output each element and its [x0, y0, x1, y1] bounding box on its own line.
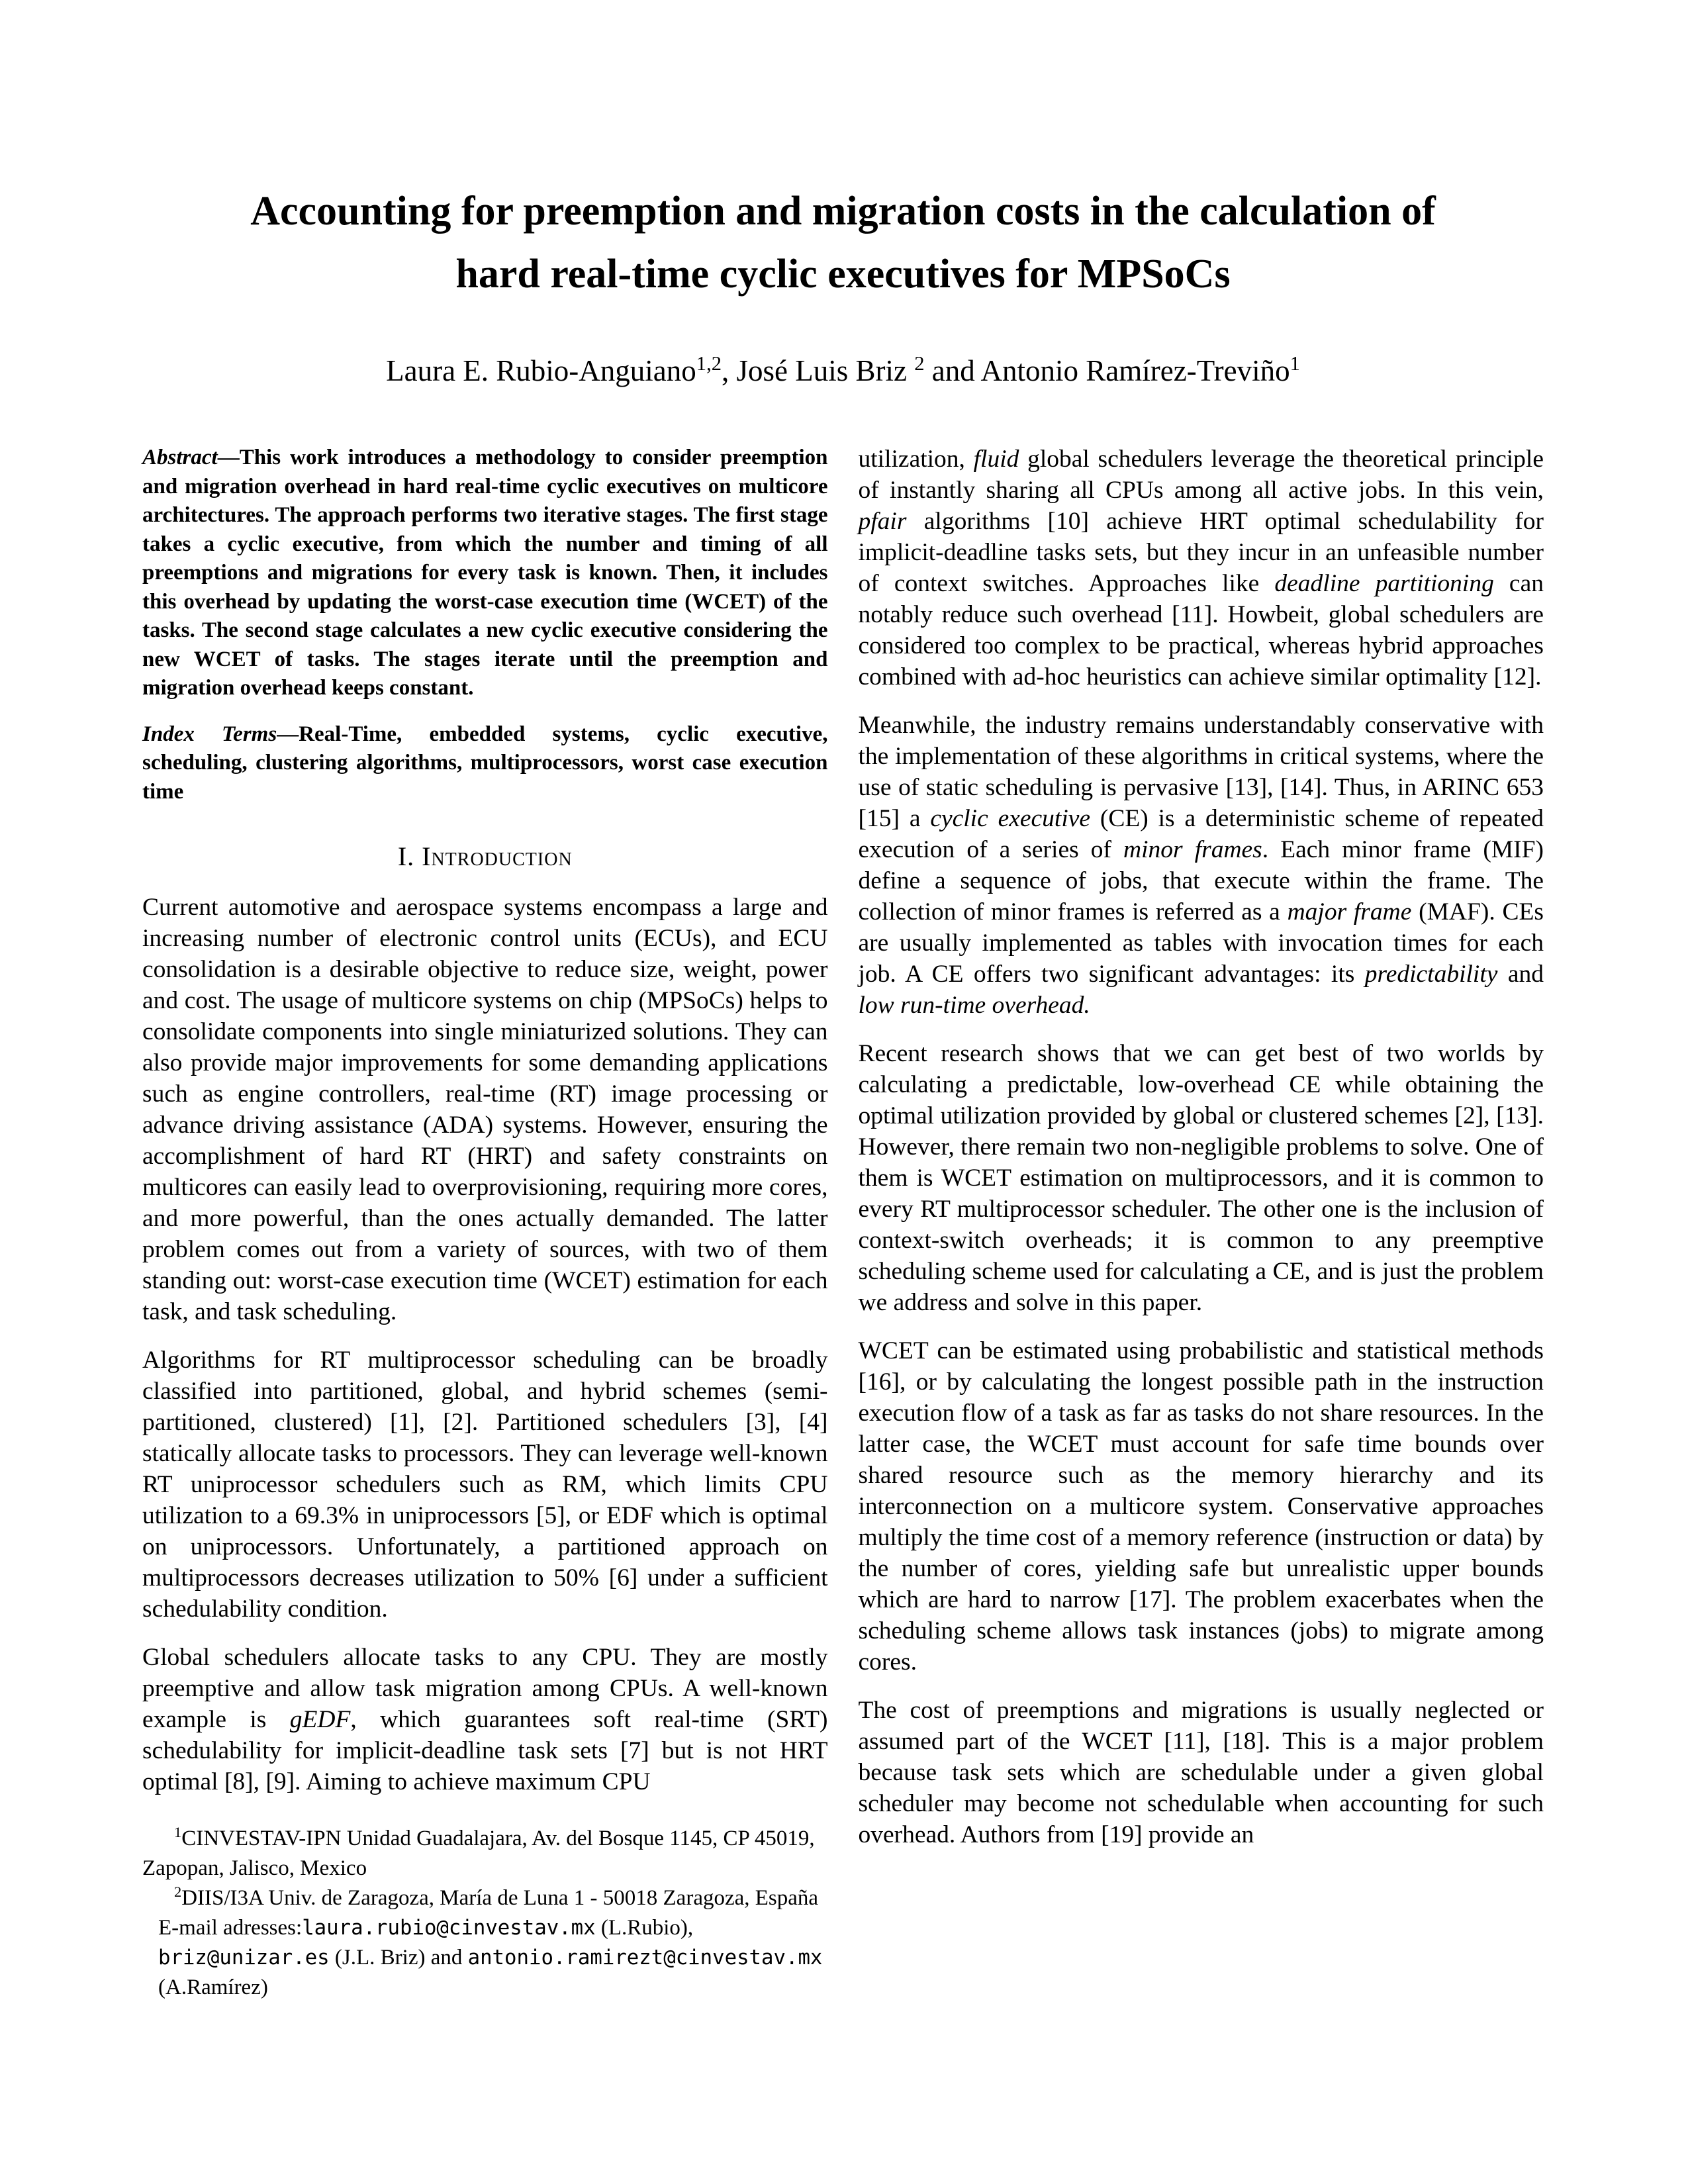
text-run: briz@unizar.es: [158, 1946, 330, 1970]
text-run: The cost of preemptions and migrations is usually neglected or assumed part of the WCET [11], [18]. This is a major problem because task sets which are schedulable under a given global scheduler may become not schedulable when accounting for such overhead. Authors from [19] provide an: [858, 1697, 1544, 1848]
text-run: E-mail adresses:: [158, 1916, 303, 1940]
two-column-body: [142, 444, 1544, 2003]
intro-paragraph-5: [859, 1038, 1544, 1318]
superscript: 2: [914, 352, 925, 375]
text-run: Laura E. Rubio-Anguiano: [386, 354, 696, 387]
intro-paragraphs-left: [142, 892, 828, 1797]
text-run: and Antonio Ramírez-Treviño: [924, 354, 1290, 387]
text-run: pfair: [858, 508, 907, 535]
intro-paragraph-2: [142, 1345, 828, 1625]
text-run: cyclic executive: [930, 805, 1091, 832]
text-run: antonio.ramirezt@cinvestav.mx: [467, 1946, 823, 1970]
text-run: gEDF: [289, 1706, 351, 1733]
text-run: can notably reduce such overhead [11]. Howbeit, global schedulers are considered too complex to be practical, whereas hybrid approaches combined with ad-hoc heuristics can achieve similar optimality [12].: [858, 570, 1544, 690]
text-run: WCET can be estimated using probabilistic and statistical methods [16], or by calculating the longest possible path in the instruction execution flow of a task as far as tasks do not share resources. In the latter case, the WCET must account for safe time bounds over shared resource such as the memory hierarchy and its interconnection on a multicore system. Conservative approaches multiply the time cost of a memory reference (instruction or data) by the number of cores, yielding safe but unrealistic upper bounds which are hard to narrow [17]. The problem exacerbates when the scheduling scheme allows task instances (jobs) to migrate among cores.: [858, 1337, 1544, 1676]
text-run: Algorithms for RT multiprocessor scheduling can be broadly classified into partitioned, global, and hybrid schemes (semi-partitioned, clustered) [1], [2]. Partitioned schedulers [3], [4] statically allocate tasks to processors. They can leverage well-known RT uniprocessor schedulers such as RM, which limits CPU utilization to a 69.3% in uniprocessors [5], or EDF which is optimal on uniprocessors. Unfortunately, a partitioned approach on multiprocessors decreases utilization to 50% [6] under a sufficient schedulability condition.: [142, 1347, 828, 1623]
text-run: (A.Ramírez): [158, 1975, 268, 1999]
text-run: Abstract: [142, 446, 218, 469]
text-run: —Real-Time, embedded systems, cyclic executive, scheduling, clustering algorithms, multiprocessors, worst case execution time: [142, 722, 828, 804]
index-terms-paragraph: [142, 720, 828, 807]
intro-paragraph-3: [142, 1642, 828, 1797]
intro-paragraph-3-continued: [859, 444, 1544, 692]
text-run: CINVESTAV-IPN Unidad Guadalajara, Av. del Bosque 1145, CP 45019, Zapopan, Jalisco, Mexico: [142, 1827, 815, 1880]
title-line-2: hard real-time cyclic executives for MPSoCs: [455, 252, 1231, 297]
text-run: minor frames: [1123, 836, 1262, 863]
section-heading-introduction: I. Introduction: [397, 841, 573, 871]
text-run: utilization,: [858, 446, 974, 473]
text-run: deadline partitioning: [1274, 570, 1494, 597]
intro-paragraph-4: [859, 710, 1544, 1021]
text-run: DIIS/I3A Univ. de Zaragoza, María de Luna 1 - 50018 Zaragoza, España: [181, 1886, 819, 1910]
superscript: 1: [1289, 352, 1300, 375]
text-run: global schedulers leverage the theoretical principle of instantly sharing all CPUs among all active jobs. In this vein,: [858, 446, 1544, 504]
text-run: low run-time overhead.: [858, 992, 1090, 1019]
text-run: (L.Rubio),: [595, 1916, 694, 1940]
title-line-1: Accounting for preemption and migration costs in the calculation of: [250, 189, 1436, 234]
text-run: laura.rubio@cinvestav.mx: [302, 1917, 596, 1940]
intro-paragraph-1: [142, 892, 828, 1327]
text-run: and: [1497, 961, 1544, 988]
superscript: 1,2: [696, 352, 722, 375]
text-run: , which guarantees soft real-time (SRT) schedulability for implicit-deadline task sets [7] but is not HRT optimal [8], [9]. Aiming to achieve maximum CPU: [142, 1706, 828, 1795]
right-column: [859, 444, 1544, 2003]
paper-title: [169, 180, 1517, 306]
intro-paragraph-6: [859, 1335, 1544, 1678]
text-run: Index Terms: [142, 722, 277, 746]
abstract-paragraph: [142, 444, 828, 703]
text-run: predictability: [1364, 961, 1498, 988]
text-run: Recent research shows that we can get best of two worlds by calculating a predictable, low-overhead CE while obtaining the optimal utilization provided by global or clustered schemes [2], [13]. However, there remain two non-negligible problems to solve. One of them is WCET estimation on multiprocessors, and it is common to every RT multiprocessor scheduler. The other one is the inclusion of context-switch overheads; it is common to any preemptive scheduling scheme used for calculating a CE, and is just the problem we address and solve in this paper.: [858, 1040, 1544, 1316]
footnote-block: [142, 1824, 828, 2003]
intro-paragraph-7: [859, 1695, 1544, 1850]
text-run: (CE) is a deterministic scheme of repeated execution of a series of: [858, 805, 1544, 863]
text-run: algorithms [10] achieve HRT optimal schedulability for implicit-deadline tasks sets, but they incur in an unfeasible number of context switches. Approaches like: [858, 508, 1544, 597]
superscript: 1: [174, 1824, 182, 1840]
email-addresses: [142, 1913, 828, 2003]
text-run: Global schedulers allocate tasks to any CPU. They are mostly preemptive and allow task migration among CPUs. A well-known example is: [142, 1644, 828, 1733]
author-line: [142, 354, 1544, 388]
text-run: (J.L. Briz) and: [329, 1946, 468, 1970]
text-run: Meanwhile, the industry remains understandably conservative with the implementation of these algorithms in critical systems, where the use of static scheduling is pervasive [13], [14]. Thus, in ARINC 653 [15] a: [858, 712, 1544, 832]
text-run: major frame: [1287, 898, 1412, 926]
affiliation-2: [142, 1883, 828, 1913]
text-run: (MAF). CEs are usually implemented as tables with invocation times for each job. A CE offers two significant advantages: its: [858, 898, 1544, 988]
text-run: —This work introduces a methodology to consider preemption and migration overhead in hard real-time cyclic executives on multicore architectures. The approach performs two iterative stages. The first stage takes a cyclic executive, from which the number and timing of all preemptions and migrations for every task is known. Then, it includes this overhead by updating the worst-case execution time (WCET) of the tasks. The second stage calculates a new cyclic executive considering the new WCET of tasks. The stages iterate until the preemption and migration overhead keeps constant.: [142, 446, 828, 700]
left-column: [142, 444, 828, 2003]
text-run: . Each minor frame (MIF) define a sequence of jobs, that execute within the frame. The collection of minor frames is referred as a: [858, 836, 1544, 926]
superscript: 2: [174, 1883, 182, 1900]
intro-paragraphs-right: [859, 444, 1544, 1850]
text-run: Current automotive and aerospace systems encompass a large and increasing number of electronic control units (ECUs), and ECU consolidation is a desirable objective to reduce size, weight, power and cost. The usage of multicore systems on chip (MPSoCs) helps to consolidate components into single miniaturized solutions. They can also provide major improvements for some demanding applications such as engine controllers, real-time (RT) image processing or advance driving assistance (ADA) systems. However, ensuring the accomplishment of hard RT (HRT) and safety constraints on multicores can easily lead to overprovisioning, requiring more cores, and more powerful, than the ones actually demanded. The latter problem comes out from a variety of sources, with two of them standing out: worst-case execution time (WCET) estimation for each task, and task scheduling.: [142, 894, 828, 1325]
text-run: , José Luis Briz: [722, 354, 915, 387]
text-run: fluid: [973, 446, 1019, 473]
affiliation-1: [142, 1824, 828, 1883]
